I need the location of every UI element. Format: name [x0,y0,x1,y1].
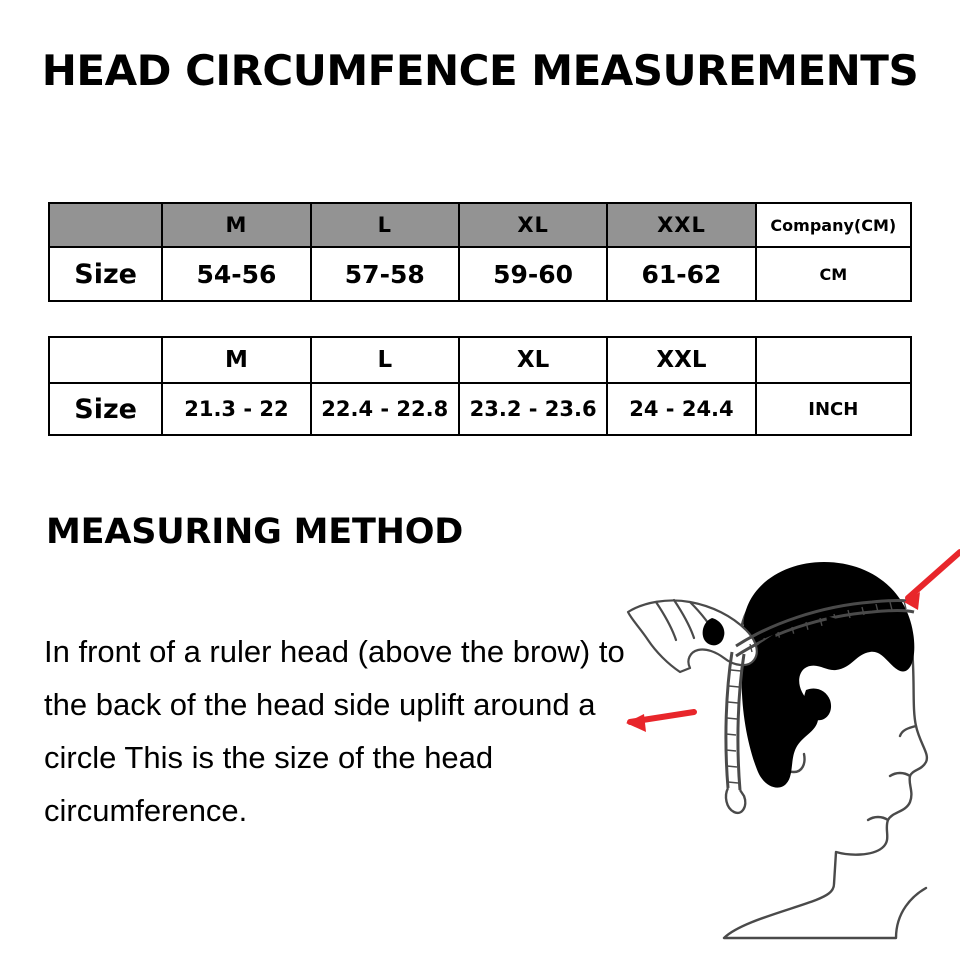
size-table-inch [48,336,912,436]
row-label-size: Size [49,247,162,301]
page-title: HEAD CIRCUMFENCE MEASUREMENTS [41,46,919,95]
value-cell-xxl: 61-62 [607,247,755,301]
size-table-inch-container [48,336,912,436]
value-cell-l: 57-58 [311,247,459,301]
value-cell-xl-inch: 23.2 - 23.6 [459,383,607,435]
table-row-header-inch [49,337,911,383]
value-cell-unit: CM [756,247,911,301]
table-row-values-cm [49,247,911,301]
value-cell-unit-inch: INCH [756,383,911,435]
value-cell-m: 54-56 [162,247,310,301]
head-measuring-illustration [620,540,960,940]
measuring-method-heading: MEASURING METHOD [46,512,464,552]
header-cell-blank [49,203,162,247]
row-label-size-inch: Size [49,383,162,435]
header-cell-unit-inch [756,337,911,383]
hair-shape [742,562,915,788]
arrow-left-icon [626,712,694,732]
header-cell-l: L [311,203,459,247]
value-cell-xl: 59-60 [459,247,607,301]
arrow-top-right-icon [904,552,960,610]
table-row-header-cm [49,203,911,247]
header-cell-xl-inch: XL [459,337,607,383]
measuring-method-body: In front of a ruler head (above the brow) to the back of the head side uplift around a circle This is the size of the head circumference. [44,634,625,828]
header-cell-l-inch: L [311,337,459,383]
table-row-values-inch [49,383,911,435]
size-table-cm-container [48,202,912,302]
header-cell-xxl: XXL [607,203,755,247]
value-cell-l-inch: 22.4 - 22.8 [311,383,459,435]
header-cell-xxl-inch: XXL [607,337,755,383]
size-table-cm [48,202,912,302]
header-cell-xl: XL [459,203,607,247]
hand-icon [628,600,757,672]
header-cell-blank-inch [49,337,162,383]
header-cell-m: M [162,203,310,247]
header-cell-m-inch: M [162,337,310,383]
value-cell-m-inch: 21.3 - 22 [162,383,310,435]
value-cell-xxl-inch: 24 - 24.4 [607,383,755,435]
header-cell-unit: Company(CM) [756,203,911,247]
